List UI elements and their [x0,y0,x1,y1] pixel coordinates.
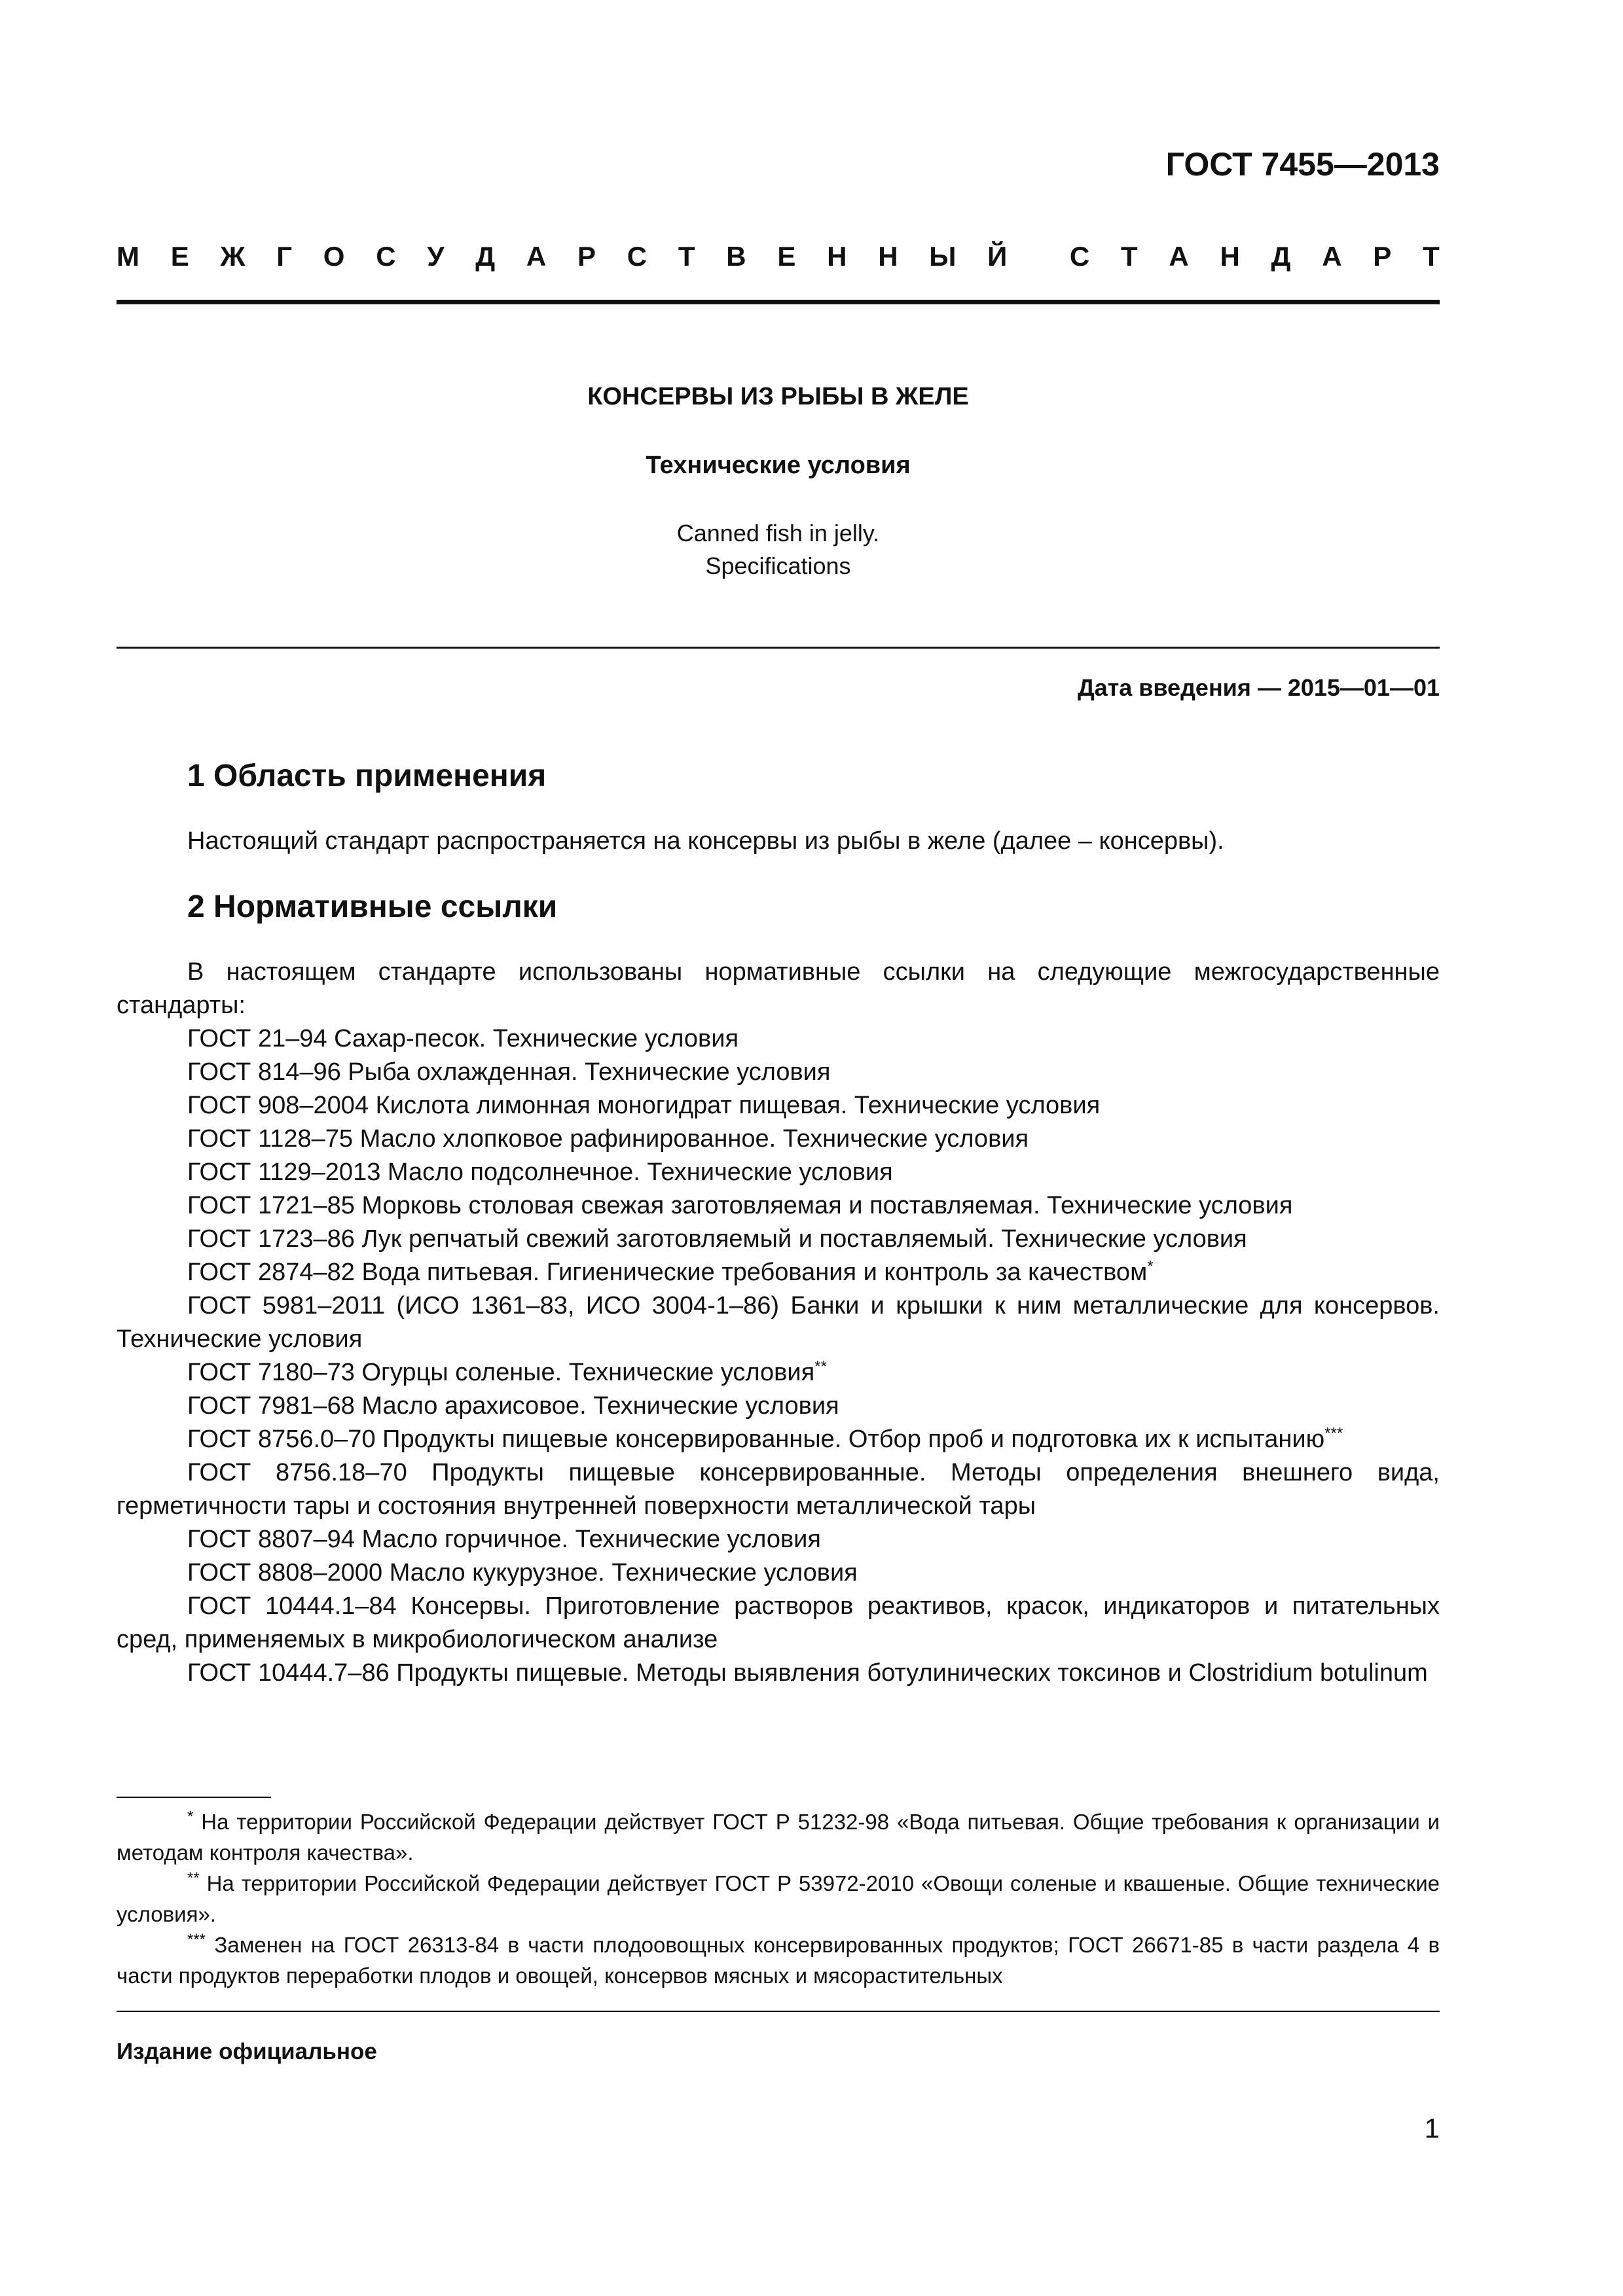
document-subtitle: Технические условия [646,452,911,479]
reference-text: ГОСТ 8808–2000 Масло кукурузное. Технические условия [187,1559,858,1587]
interstate-standard-banner [117,241,1440,272]
reference-text: ГОСТ 7981–68 Масло арахисовое. Технические условия [187,1392,839,1420]
banner-letter: Д [1271,241,1291,272]
reference-item [117,1556,1440,1590]
section-2-heading: 2 Нормативные ссылки [187,889,558,924]
banner-letter: С [1069,241,1090,272]
footnotes [0,1806,1623,1991]
footnote-item [117,1868,1440,1929]
introduction-date: Дата введения — 2015—01—01 [1077,674,1440,701]
banner-letter: А [1322,241,1342,272]
banner-letter: Й [987,241,1008,272]
footer-divider [117,2011,1440,2012]
footnote-text: Заменен на ГОСТ 26313-84 в части плодоовощных консервированных продуктов; ГОСТ 26671-85 в части раздела 4 в части продуктов переработки плодов и овощей, консервов мясных и мясорастительных [117,1933,1440,1988]
reference-text: ГОСТ 5981–2011 (ИСО 1361–83, ИСО 3004-1–86) Банки и крышки к ним металлические для консервов. Технические условия [117,1292,1440,1353]
english-title-line1: Canned fish in jelly. [676,520,880,547]
banner-letter: Д [475,241,496,272]
banner-letter: А [526,241,547,272]
footnote-text: На территории Российской Федерации действует ГОСТ Р 53972-2010 «Овощи соленые и квашеные. Общие технические условия». [117,1871,1440,1926]
english-title [117,517,1440,583]
footnote-text: На территории Российской Федерации действует ГОСТ Р 51232-98 «Вода питьевая. Общие требования к организации и методам контроля качества». [117,1810,1440,1865]
footnote-item [117,1806,1440,1868]
banner-letter: С [627,241,647,272]
reference-text: ГОСТ 1129–2013 Масло подсолнечное. Технические условия [187,1158,893,1186]
page-number: 1 [1424,2113,1440,2144]
reference-item [117,1390,1440,1423]
footnote-divider [117,1797,271,1798]
banner-letter: Н [878,241,898,272]
official-edition-label: Издание официальное [117,2039,377,2064]
reference-text: ГОСТ 21–94 Сахар-песок. Технические условия [187,1025,739,1052]
footnote-marker: * [1147,1257,1154,1276]
reference-item [117,1356,1440,1390]
banner-letter: А [1169,241,1189,272]
reference-text: ГОСТ 8807–94 Масло горчичное. Технические условия [187,1526,821,1553]
reference-text: ГОСТ 2874–82 Вода питьевая. Гигиенические требования и контроль за качеством [187,1259,1148,1286]
footnote-marker: *** [1324,1424,1343,1443]
reference-text: ГОСТ 10444.1–84 Консервы. Приготовление растворов реактивов, красок, индикаторов и питательных сред, применяемых в микробиологическом анализе [117,1592,1440,1653]
footnote-marker: ** [814,1357,827,1376]
title-divider [117,647,1440,649]
reference-text: ГОСТ 10444.7–86 Продукты пищевые. Методы выявления ботулинических токсинов и Clostridium botulinum [187,1659,1428,1687]
document-number: ГОСТ 7455—2013 [1165,146,1440,183]
banner-letter: Т [678,241,695,272]
normative-references-list [0,1022,1623,1690]
reference-item [117,1223,1440,1256]
reference-item [117,1122,1440,1156]
footnote-marker: ** [187,1869,200,1887]
footnote-item [117,1929,1440,1991]
reference-item [117,1156,1440,1189]
reference-item [117,1456,1440,1523]
section-1-text: Настоящий стандарт распространяется на консервы из рыбы в желе (далее – консервы). [187,827,1224,855]
banner-letter: Н [827,241,847,272]
banner-letter: Р [577,241,596,272]
reference-item [117,1289,1440,1356]
reference-text: ГОСТ 814–96 Рыба охлажденная. Технические условия [187,1058,831,1086]
banner-letter: Н [1220,241,1240,272]
reference-item [117,1089,1440,1122]
footnote-marker: *** [187,1931,206,1948]
banner-letter: Е [170,241,189,272]
reference-text: ГОСТ 908–2004 Кислота лимонная моногидрат пищевая. Технические условия [187,1092,1101,1119]
reference-text: ГОСТ 8756.18–70 Продукты пищевые консервированные. Методы определения внешнего вида, герметичности тары и состояния внутренней поверхности металлической тары [117,1459,1440,1520]
reference-item [117,1657,1440,1690]
banner-letter: С [376,241,396,272]
banner-letter: Ж [220,241,246,272]
banner-letter: Г [276,241,293,272]
section-1-heading: 1 Область применения [187,759,547,793]
reference-item [117,1523,1440,1556]
section-2-intro: В настоящем стандарте использованы нормативные ссылки на следующие межгосударственные стандарты: [117,958,1440,1019]
english-title-line2: Specifications [705,552,851,579]
banner-letter: Т [1423,241,1440,272]
banner-letter: У [427,241,445,272]
reference-text: ГОСТ 8756.0–70 Продукты пищевые консервированные. Отбор проб и подготовка их к испытанию [187,1426,1325,1453]
reference-text: ГОСТ 1128–75 Масло хлопковое рафинированное. Технические условия [187,1125,1029,1153]
header-divider [117,300,1440,304]
banner-letter: В [726,241,746,272]
reference-item [117,1022,1440,1056]
banner-letter: Т [1120,241,1138,272]
reference-text: ГОСТ 1721–85 Морковь столовая свежая заготовляемая и поставляемая. Технические условия [187,1192,1293,1219]
reference-item [117,1590,1440,1657]
banner-letter: Е [777,241,796,272]
reference-item [117,1256,1440,1289]
reference-text: ГОСТ 7180–73 Огурцы соленые. Технические условия [187,1359,815,1386]
reference-item [117,1056,1440,1089]
reference-item [117,1189,1440,1223]
document-title: КОНСЕРВЫ ИЗ РЫБЫ В ЖЕЛЕ [587,383,969,410]
reference-text: ГОСТ 1723–86 Лук репчатый свежий заготовляемый и поставляемый. Технические условия [187,1225,1247,1253]
banner-letter: М [117,241,139,272]
banner-letter: О [323,241,345,272]
banner-letter: Р [1373,241,1392,272]
footnote-marker: * [187,1808,194,1825]
reference-item [117,1423,1440,1456]
banner-letter: Ы [929,241,957,272]
